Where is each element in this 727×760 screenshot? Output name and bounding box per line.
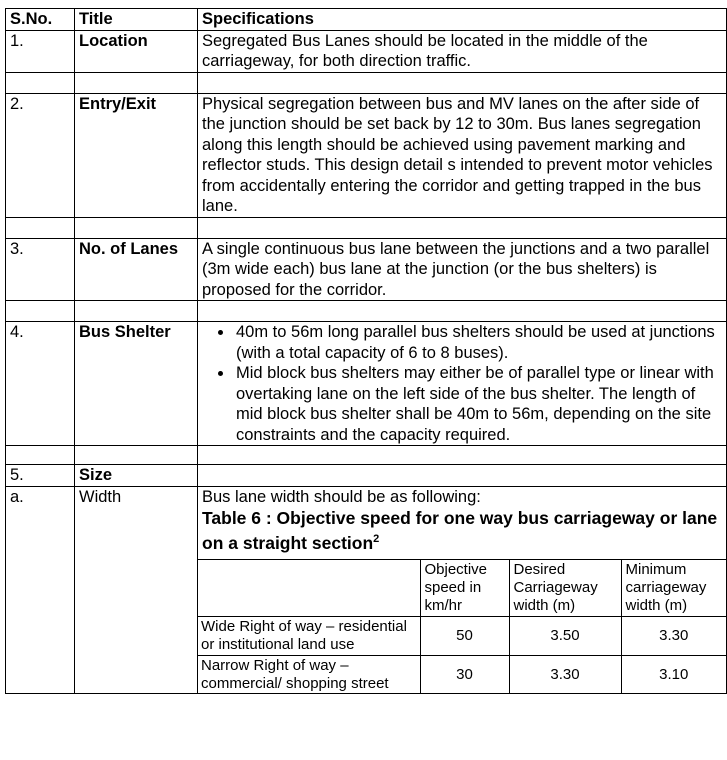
table6-caption-text: Table 6 : Objective speed for one way bus carriageway or lane on a straight section [202, 507, 718, 553]
row-location [6, 30, 727, 72]
row-bus-shelter [6, 322, 727, 446]
row-sno: 2. [6, 93, 75, 217]
row-spec [198, 465, 727, 487]
bullet-item: • Mid block bus shelters may either be of parallel type or linear with overtaking lane on the left side of the bus shelter. The length of mid block bus shelter shall be 40m to 56m, depending on the site constraints and the capacity required. [234, 363, 722, 445]
table6-header: Objective speed in km/hr [420, 560, 509, 617]
width-intro: Bus lane width should be as following: [202, 487, 481, 506]
bullet-item: • 40m to 56m long parallel bus shelters should be used at junctions (with a total capacity of 6 to 8 buses). [234, 322, 722, 363]
row-no-of-lanes [6, 238, 727, 301]
specifications-table [5, 8, 727, 694]
row-spec: A single continuous bus lane between the junctions and a two parallel (3m wide each) bus lane at the junction (or the bus shelters) is proposed for the corridor. [198, 238, 727, 301]
row-entry-exit [6, 93, 727, 217]
row-sno: 1. [6, 30, 75, 72]
row-title: Entry/Exit [75, 93, 198, 217]
row-title: No. of Lanes [75, 238, 198, 301]
footnote-marker: 2 [373, 532, 380, 545]
row-spec: Segregated Bus Lanes should be located in the middle of the carriageway, for both direction traffic. [198, 30, 727, 72]
table6-minimum: 3.10 [621, 656, 726, 695]
row-spec [198, 486, 727, 694]
spacer-row [6, 301, 727, 322]
table6-corner [197, 560, 420, 617]
header-sno: S.No. [6, 9, 75, 31]
table6-header-row [197, 560, 726, 617]
row-title: Size [75, 465, 198, 487]
table6-row [197, 617, 726, 656]
row-sno: 5. [6, 465, 75, 487]
row-width [6, 486, 727, 694]
table6-desired: 3.50 [509, 617, 621, 656]
row-sno: 4. [6, 322, 75, 446]
row-title: Width [75, 486, 198, 694]
row-spec: Physical segregation between bus and MV lanes on the after side of the junction should be set back by 12 to 30m. Bus lanes segregation along this length should be achieved using pavement marking and reflector studs. This design detail s intended to prevent motor vehicles from accidentally entering the corridor and getting trapped in the bus lane. [198, 93, 727, 217]
table6-desired: 3.30 [509, 656, 621, 695]
row-title: Bus Shelter [75, 322, 198, 446]
bullet-list [202, 322, 722, 445]
row-spec [198, 322, 727, 446]
row-size [6, 465, 727, 487]
table6-header: Desired Carriageway width (m) [509, 560, 621, 617]
spacer-row [6, 72, 727, 93]
table6 [197, 559, 726, 694]
spacer-row [6, 446, 727, 465]
header-row [6, 9, 727, 31]
table6-caption [202, 508, 722, 554]
table6-speed: 50 [420, 617, 509, 656]
table6-header: Minimum carriageway width (m) [621, 560, 726, 617]
header-title: Title [75, 9, 198, 31]
table6-minimum: 3.30 [621, 617, 726, 656]
table6-row-label: Narrow Right of way – commercial/ shopping street [197, 656, 420, 695]
spacer-row [6, 217, 727, 238]
row-title: Location [75, 30, 198, 72]
table6-speed: 30 [420, 656, 509, 695]
row-sno: a. [6, 486, 75, 694]
table6-row [197, 656, 726, 695]
table6-row-label: Wide Right of way – residential or institutional land use [197, 617, 420, 656]
header-spec: Specifications [198, 9, 727, 31]
row-sno: 3. [6, 238, 75, 301]
